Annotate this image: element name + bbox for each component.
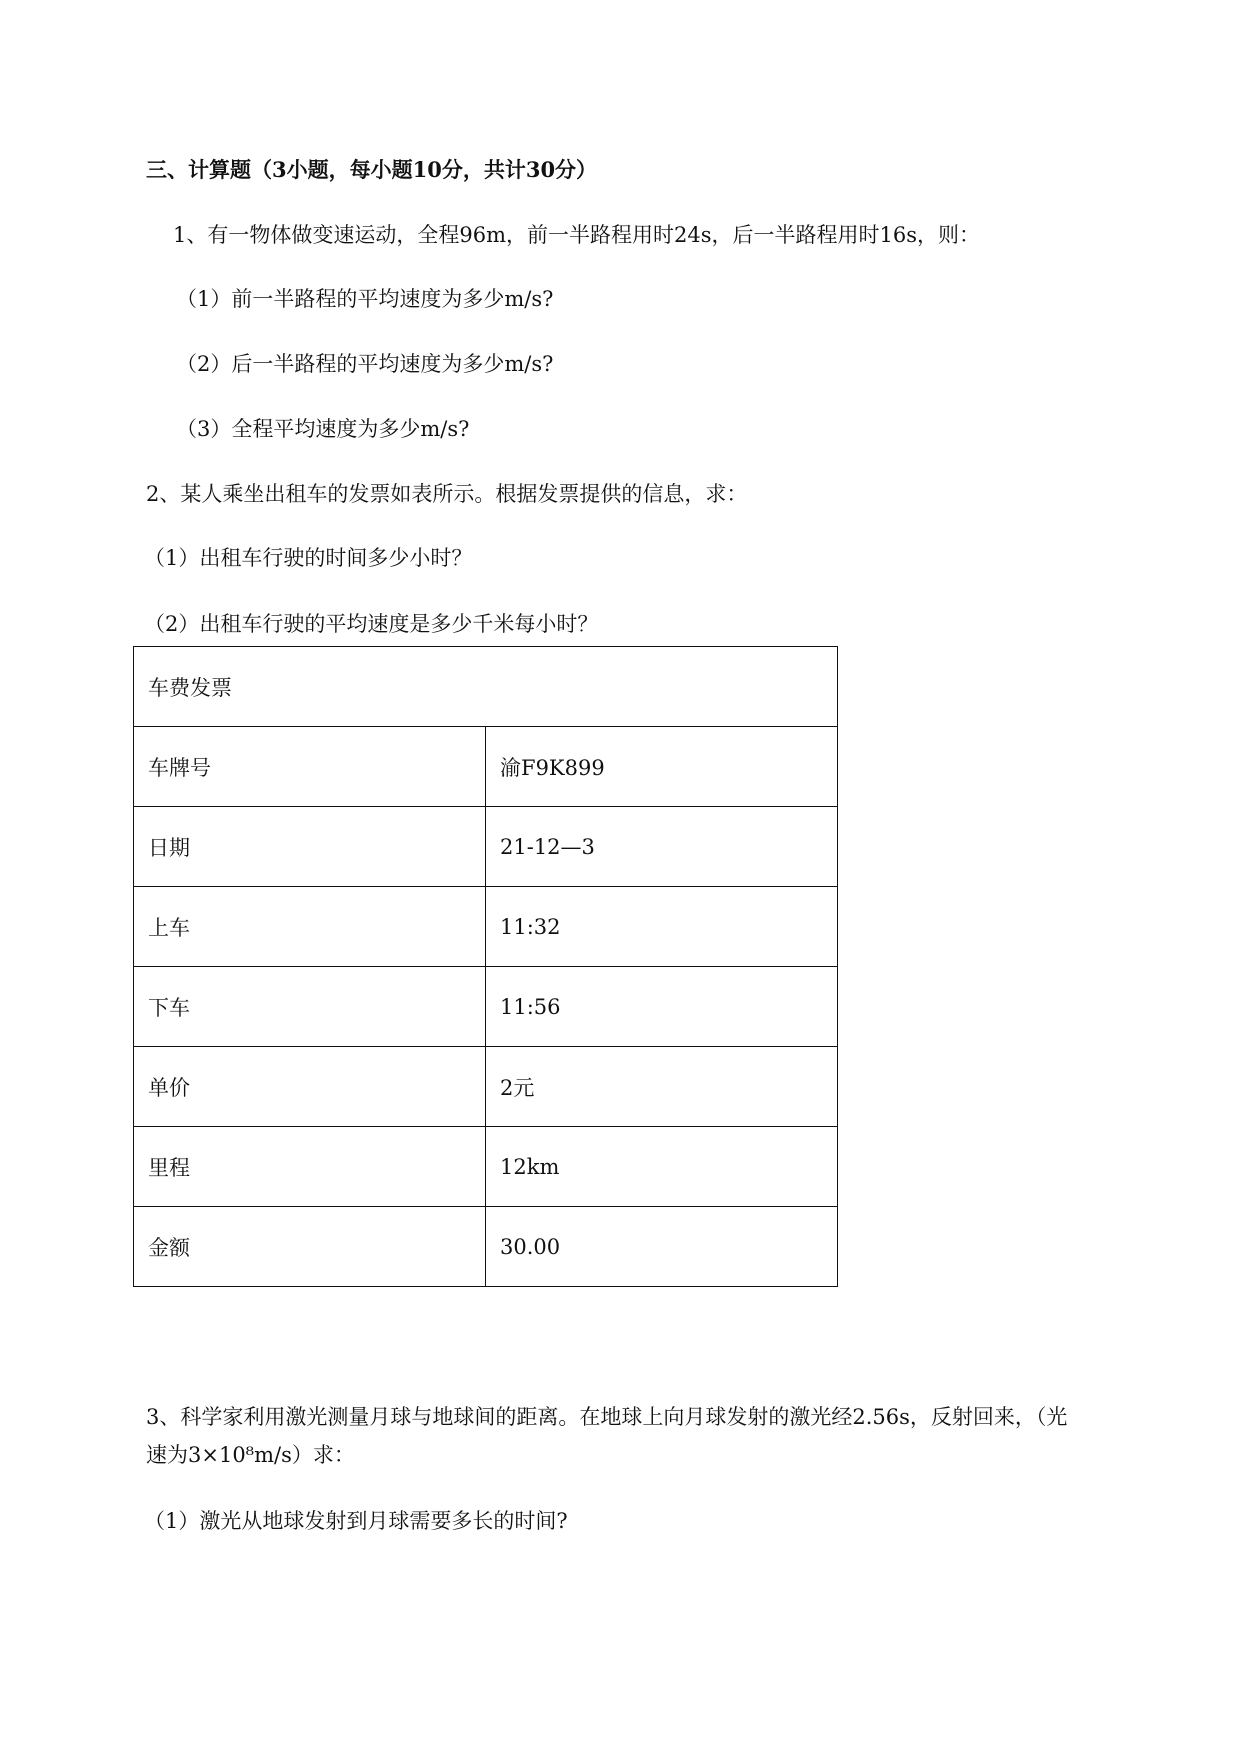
question-2-stem: 2、某人乘坐出租车的发票如表所示。根据发票提供的信息，求： — [146, 482, 748, 506]
question-1-part-1: （1）前一半路程的平均速度为多少m/s? — [176, 287, 554, 311]
invoice-row — [134, 807, 838, 887]
invoice-label: 日期 — [134, 807, 486, 887]
question-2-part-2: （2）出租车行驶的平均速度是多少千米每小时？ — [144, 612, 599, 636]
invoice-label: 下车 — [134, 967, 486, 1047]
invoice-value: 12km — [486, 1127, 838, 1207]
invoice-label: 单价 — [134, 1047, 486, 1127]
invoice-label: 上车 — [134, 887, 486, 967]
invoice-label: 里程 — [134, 1127, 486, 1207]
invoice-row — [134, 887, 838, 967]
invoice-value: 21-12—3 — [486, 807, 838, 887]
invoice-value: 渝F9K899 — [486, 727, 838, 807]
question-1-part-2: （2）后一半路程的平均速度为多少m/s? — [176, 352, 554, 376]
invoice-value: 11:56 — [486, 967, 838, 1047]
invoice-title: 车费发票 — [134, 647, 838, 727]
invoice-row — [134, 1127, 838, 1207]
invoice-row — [134, 1207, 838, 1287]
question-2-part-1: （1）出租车行驶的时间多少小时？ — [144, 546, 473, 570]
invoice-value: 11:32 — [486, 887, 838, 967]
invoice-label: 金额 — [134, 1207, 486, 1287]
question-3-part-1: （1）激光从地球发射到月球需要多长的时间? — [144, 1509, 568, 1533]
invoice-row — [134, 727, 838, 807]
invoice-row — [134, 967, 838, 1047]
question-1-part-3: （3）全程平均速度为多少m/s? — [176, 417, 470, 441]
invoice-value: 30.00 — [486, 1207, 838, 1287]
invoice-label: 车牌号 — [134, 727, 486, 807]
section-heading: 三、计算题（3小题，每小题10分，共计30分） — [146, 157, 598, 182]
invoice-title-row — [134, 647, 838, 727]
question-3-stem-line-2: 速为3×10⁸m/s）求： — [146, 1443, 355, 1467]
invoice-value: 2元 — [486, 1047, 838, 1127]
invoice-row — [134, 1047, 838, 1127]
question-1-stem: 1、有一物体做变速运动，全程96m，前一半路程用时24s，后一半路程用时16s，则： — [173, 223, 980, 247]
question-3-stem-line-1: 3、科学家利用激光测量月球与地球间的距离。在地球上向月球发射的激光经2.56s，反射回来，（光 — [146, 1405, 1068, 1429]
taxi-invoice-table — [133, 646, 838, 1287]
